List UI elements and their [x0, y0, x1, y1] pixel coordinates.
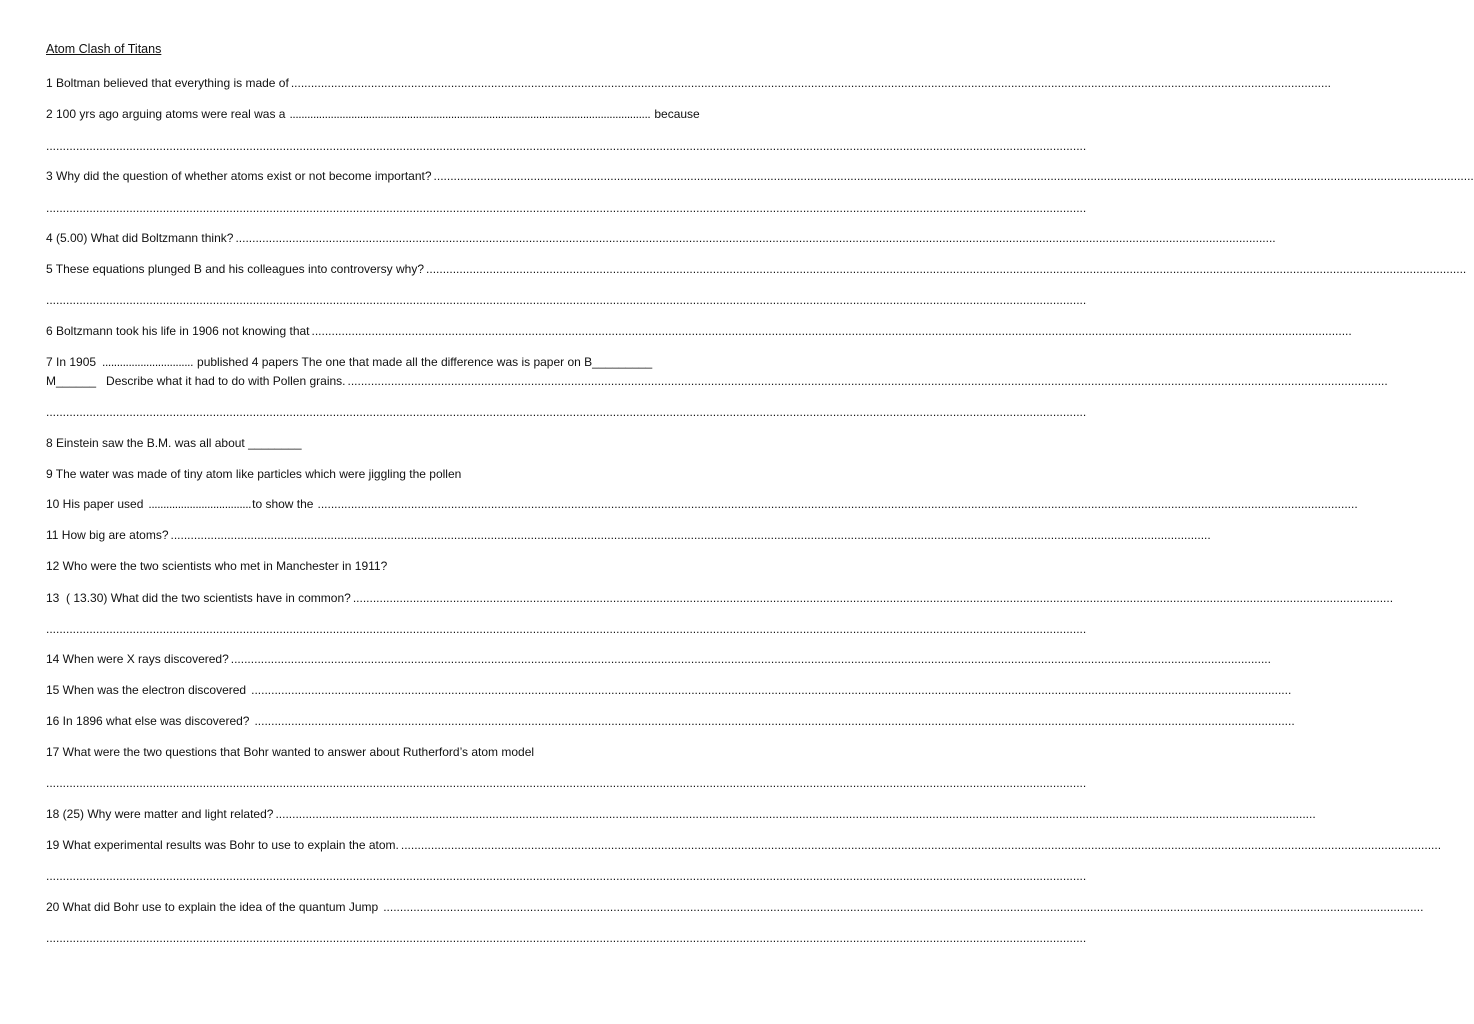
- question-4: [46, 228, 686, 248]
- question-10-text-continued: to show the: [252, 497, 314, 511]
- question-17: [46, 742, 686, 762]
- question-8-text: 8 Einstein saw the B.M. was all about ________: [46, 436, 302, 450]
- question-19-text: 19 What experimental results was Bohr to use to explain the atom.: [46, 838, 399, 852]
- answer-line[interactable]: [46, 136, 686, 156]
- question-12: [46, 556, 686, 576]
- question-7-text-continued: published 4 papers The one that made all the difference was is paper on B_________: [197, 355, 653, 369]
- answer-line[interactable]: [46, 773, 686, 793]
- question-11: [46, 525, 686, 545]
- answer-blank[interactable]: [401, 835, 1441, 855]
- answer-blank[interactable]: [291, 73, 1331, 93]
- answer-blank[interactable]: [231, 649, 1271, 669]
- question-1: [46, 73, 686, 93]
- answer-blank[interactable]: [426, 259, 1466, 279]
- answer-blank[interactable]: ...................................: [148, 497, 252, 511]
- question-15-text: 15 When was the electron discovered: [46, 683, 247, 697]
- answer-blank[interactable]: [235, 228, 1275, 248]
- question-2: [46, 104, 700, 124]
- question-17-text: 17 What were the two questions that Bohr wanted to answer about Rutherford’s atom model: [46, 745, 535, 759]
- question-6-text: 6 Boltzmann took his life in 1906 not knowing that: [46, 324, 310, 338]
- question-13: [46, 588, 686, 608]
- question-10: [46, 494, 686, 514]
- question-16-text: 16 In 1896 what else was discovered?: [46, 714, 250, 728]
- answer-blank[interactable]: ...............................: [102, 355, 194, 369]
- answer-blank[interactable]: [275, 804, 1315, 824]
- answer-line[interactable]: [46, 198, 686, 218]
- answer-blank[interactable]: [348, 371, 1388, 391]
- answer-blank[interactable]: [312, 321, 1352, 341]
- question-5: [46, 259, 686, 279]
- answer-blank[interactable]: [251, 680, 1291, 700]
- answer-blank[interactable]: [254, 711, 1294, 731]
- question-11-text: 11 How big are atoms?: [46, 528, 169, 542]
- question-14: [46, 649, 686, 669]
- question-4-text: 4 (5.00) What did Boltzmann think?: [46, 231, 234, 245]
- question-7: [46, 352, 706, 372]
- question-18-text: 18 (25) Why were matter and light related?: [46, 807, 274, 821]
- answer-blank[interactable]: [171, 525, 1211, 545]
- question-3: [46, 166, 686, 186]
- question-13-text: 13 ( 13.30) What did the two scientists have in common?: [46, 591, 351, 605]
- answer-line[interactable]: [46, 290, 686, 310]
- question-18: [46, 804, 686, 824]
- answer-line[interactable]: [46, 866, 686, 886]
- answer-line[interactable]: [46, 619, 686, 639]
- question-6: [46, 321, 686, 341]
- question-5-text: 5 These equations plunged B and his colleagues into controversy why?: [46, 262, 425, 276]
- question-15: [46, 680, 686, 700]
- question-20-text: 20 What did Bohr use to explain the idea of the quantum Jump: [46, 900, 379, 914]
- answer-blank[interactable]: ...........................................................................................................................: [289, 107, 651, 121]
- question-7-text-line-2: M______ Describe what it had to do with Pollen grains.: [46, 374, 346, 388]
- question-9-text: 9 The water was made of tiny atom like particles which were jiggling the pollen: [46, 467, 462, 481]
- question-10-text: 10 His paper used: [46, 497, 144, 511]
- question-2-because: because: [654, 107, 700, 121]
- answer-line[interactable]: [46, 402, 686, 422]
- question-12-text: 12 Who were the two scientists who met in Manchester in 1911?: [46, 559, 388, 573]
- question-19: [46, 835, 686, 855]
- answer-blank[interactable]: [383, 897, 1423, 917]
- question-20: [46, 897, 686, 917]
- question-8: [46, 433, 686, 453]
- question-1-text: 1 Boltman believed that everything is made of: [46, 76, 289, 90]
- question-9: [46, 464, 686, 484]
- answer-line[interactable]: [46, 928, 686, 948]
- answer-blank[interactable]: [434, 166, 1474, 186]
- question-2-text: 2 100 yrs ago arguing atoms were real was a: [46, 107, 286, 121]
- question-3-text: 3 Why did the question of whether atoms exist or not become important?: [46, 169, 432, 183]
- answer-blank[interactable]: [317, 494, 1357, 514]
- question-7-text: 7 In 1905: [46, 355, 97, 369]
- question-14-text: 14 When were X rays discovered?: [46, 652, 229, 666]
- answer-blank[interactable]: [353, 588, 1393, 608]
- worksheet-title: Atom Clash of Titans: [46, 42, 162, 56]
- question-7-line-2: [46, 371, 686, 391]
- question-16: [46, 711, 686, 731]
